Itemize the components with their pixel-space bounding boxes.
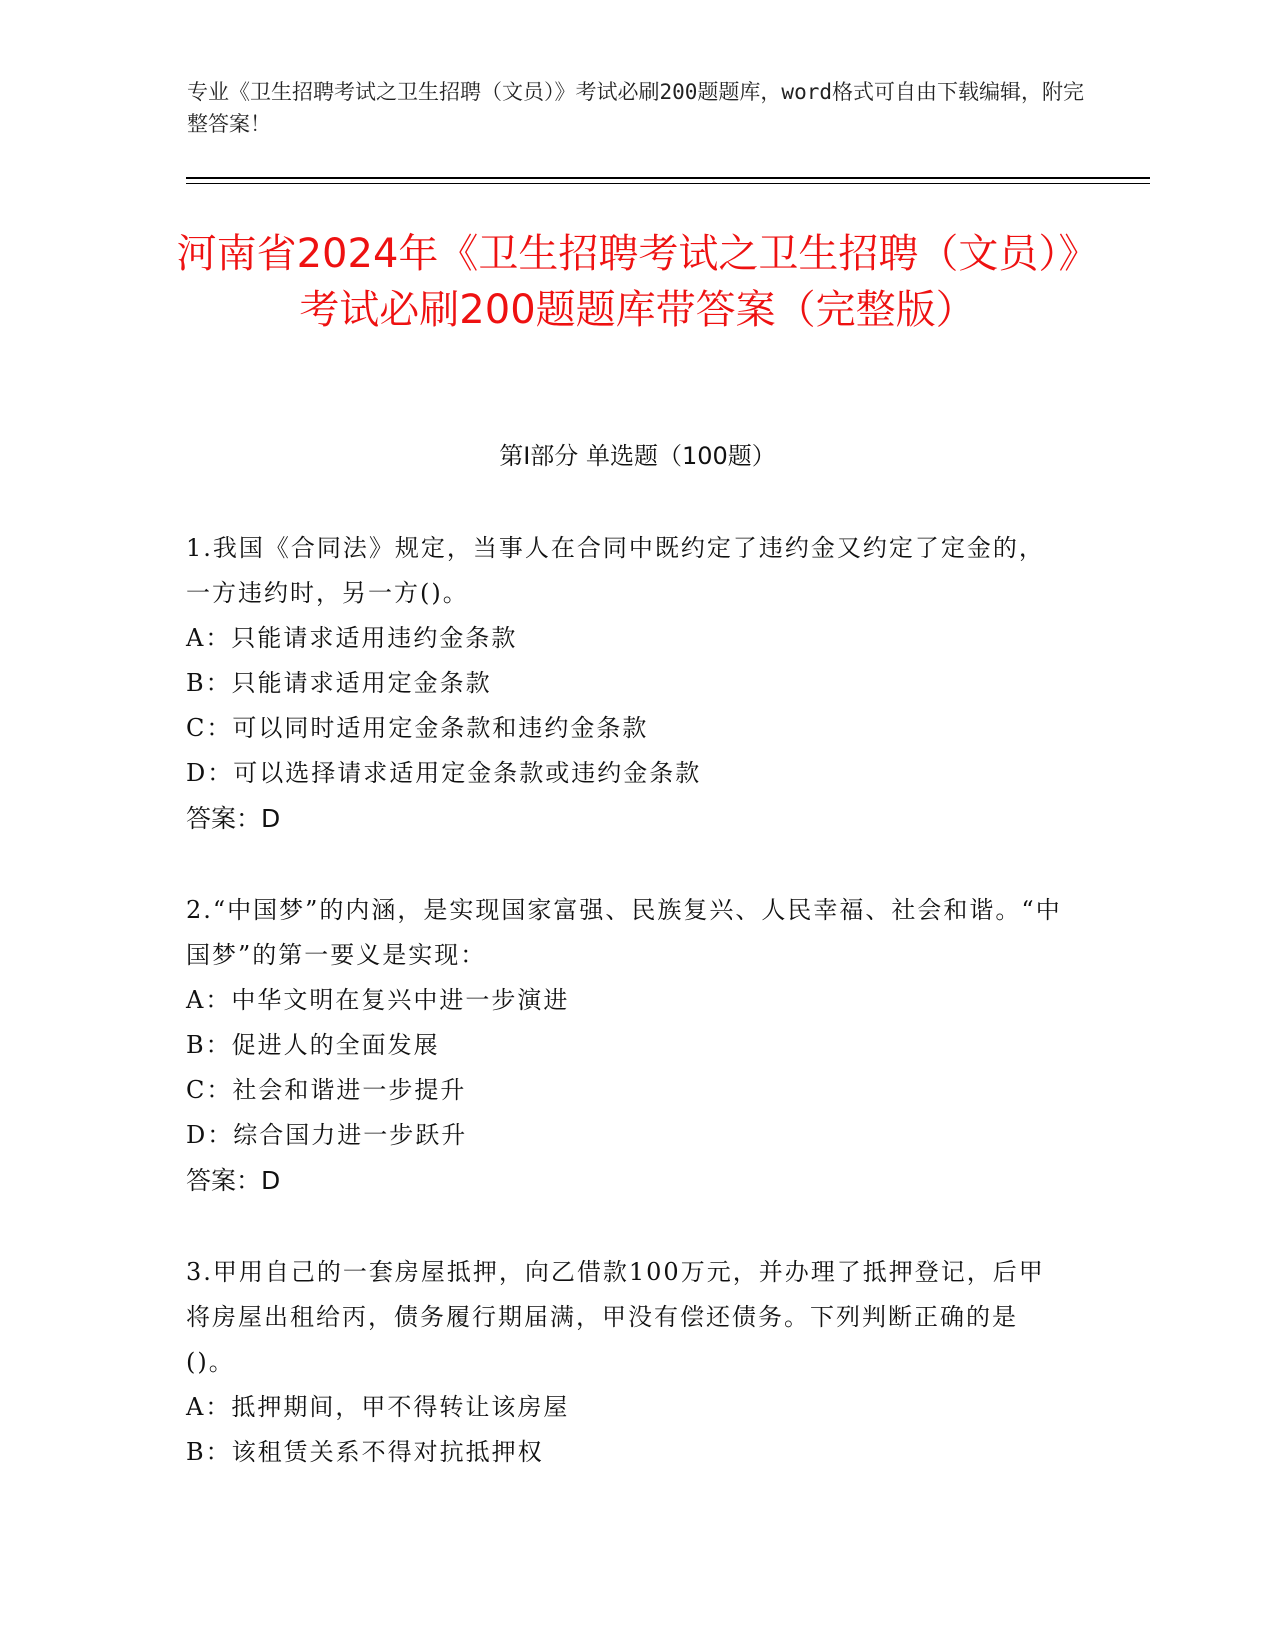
- answer: 答案：D: [186, 1166, 281, 1195]
- option-c: C：可以同时适用定金条款和违约金条款: [186, 714, 649, 742]
- option-a: A：中华文明在复兴中进一步演进: [186, 986, 570, 1014]
- option-d: D：综合国力进一步跃升: [186, 1121, 468, 1149]
- document-title: 河南省2024年《卫生招聘考试之卫生招聘（文员）》考试必刷200题题库带答案（完整版）: [176, 231, 1099, 333]
- option-a: A：抵押期间，甲不得转让该房屋: [186, 1393, 570, 1421]
- question-2: [186, 888, 1066, 1203]
- question-stem: 2.“中国梦”的内涵，是实现国家富强、民族复兴、人民幸福、社会和谐。“中国梦”的第一要义是实现：: [186, 896, 1062, 969]
- question-stem: 1.我国《合同法》规定，当事人在合同中既约定了违约金又约定了定金的，一方违约时，另一方()。: [186, 534, 1045, 607]
- question-stem: 3.甲用自己的一套房屋抵押，向乙借款100万元，并办理了抵押登记，后甲将房屋出租给丙，债务履行期届满，甲没有偿还债务。下列判断正确的是()。: [186, 1258, 1045, 1376]
- option-b: B：促进人的全面发展: [186, 1031, 440, 1059]
- option-b: B：该租赁关系不得对抗抵押权: [186, 1438, 544, 1466]
- option-b: B：只能请求适用定金条款: [186, 669, 492, 697]
- option-a: A：只能请求适用违约金条款: [186, 624, 518, 652]
- question-1: [186, 526, 1066, 841]
- header-divider-thick: [186, 177, 1150, 179]
- answer: 答案：D: [186, 804, 281, 833]
- option-c: C：社会和谐进一步提升: [186, 1076, 467, 1104]
- option-d: D：可以选择请求适用定金条款或违约金条款: [186, 759, 702, 787]
- header-note: 专业《卫生招聘考试之卫生招聘（文员）》考试必刷200题题库，word格式可自由下载编辑，附完整答案！: [187, 80, 1084, 136]
- question-3: [186, 1250, 1066, 1475]
- section-heading: 第Ⅰ部分 单选题（100题）: [499, 442, 776, 470]
- header-divider-thin: [186, 183, 1150, 184]
